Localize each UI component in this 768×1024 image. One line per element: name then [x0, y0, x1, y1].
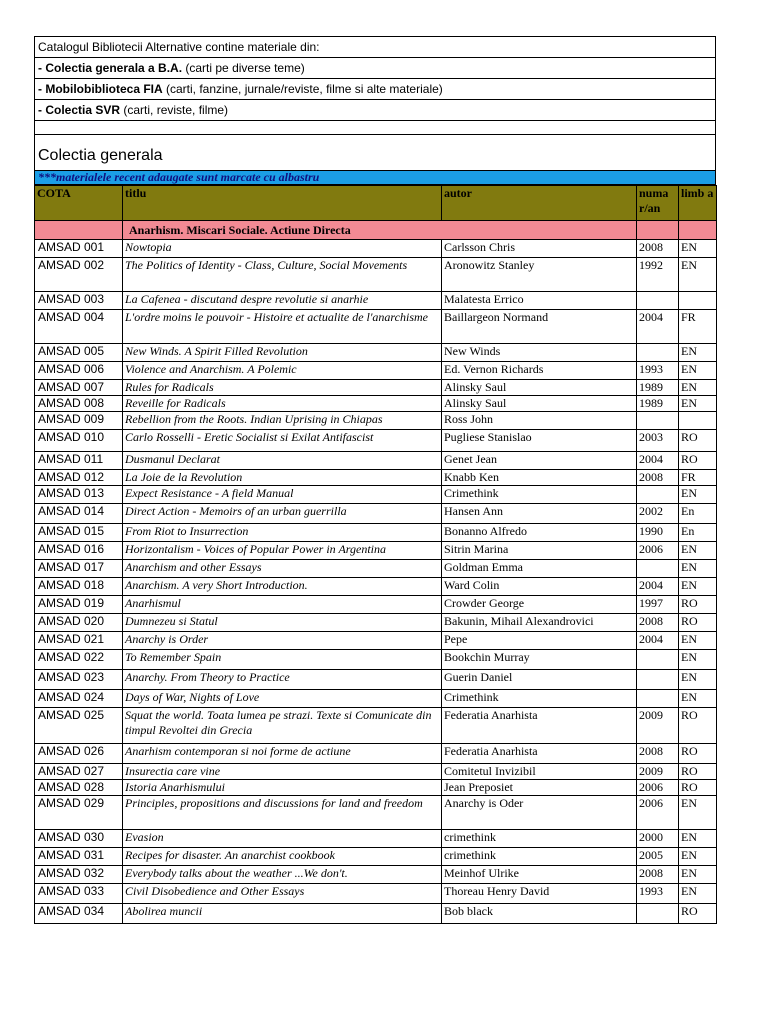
cell-limba: RO — [679, 780, 717, 796]
cell-limba — [679, 292, 717, 310]
cell-titlu: Dumnezeu si Statul — [123, 614, 442, 632]
cell-limba — [679, 412, 717, 430]
intro-heading: Catalogul Bibliotecii Alternative contine materiale din: — [35, 37, 716, 58]
cell-limba: EN — [679, 362, 717, 380]
cell-an — [637, 292, 679, 310]
cell-cota: AMSAD 025 — [35, 708, 123, 744]
cell-titlu: Anarchism. A very Short Introduction. — [123, 578, 442, 596]
table-row — [35, 690, 717, 708]
cell-cota: AMSAD 022 — [35, 650, 123, 670]
cell-an: 1990 — [637, 524, 679, 542]
table-row — [35, 470, 717, 486]
cell-an: 2006 — [637, 780, 679, 796]
cell-cota: AMSAD 001 — [35, 240, 123, 258]
cell-cota: AMSAD 010 — [35, 430, 123, 452]
cell-cota: AMSAD 008 — [35, 396, 123, 412]
table-row — [35, 578, 717, 596]
cell-limba: EN — [679, 542, 717, 560]
cell-titlu: Rebellion from the Roots. Indian Uprising in Chiapas — [123, 412, 442, 430]
table-row — [35, 764, 717, 780]
cell-autor: Alinsky Saul — [442, 380, 637, 396]
cell-autor: Crowder George — [442, 596, 637, 614]
cell-an — [637, 670, 679, 690]
cell-titlu: New Winds. A Spirit Filled Revolution — [123, 344, 442, 362]
cell-an: 2004 — [637, 310, 679, 344]
table-row — [35, 884, 717, 904]
collection-name: - Colectia SVR — [38, 103, 121, 117]
recent-items-note: ***materialele recent adaugate sunt marcate cu albastru — [34, 171, 716, 185]
cell-an — [637, 650, 679, 670]
cell-titlu: The Politics of Identity - Class, Culture, Social Movements — [123, 258, 442, 292]
cell-limba: EN — [679, 690, 717, 708]
cell-cota: AMSAD 015 — [35, 524, 123, 542]
collection-desc: (carti pe diverse teme) — [182, 61, 305, 75]
cell-limba: EN — [679, 796, 717, 830]
table-row — [35, 708, 717, 744]
cell-limba: RO — [679, 430, 717, 452]
cell-autor: Pugliese Stanislao — [442, 430, 637, 452]
cell-autor: Sitrin Marina — [442, 542, 637, 560]
cell-titlu: Violence and Anarchism. A Polemic — [123, 362, 442, 380]
cell-titlu: Horizontalism - Voices of Popular Power in Argentina — [123, 542, 442, 560]
cell-an: 1989 — [637, 396, 679, 412]
cell-titlu: Days of War, Nights of Love — [123, 690, 442, 708]
cell-cota: AMSAD 002 — [35, 258, 123, 292]
cell-cota: AMSAD 005 — [35, 344, 123, 362]
cell-titlu: Expect Resistance - A field Manual — [123, 486, 442, 504]
cell-autor: Jean Preposiet — [442, 780, 637, 796]
cell-limba: EN — [679, 830, 717, 848]
cell-limba: FR — [679, 310, 717, 344]
category-spacer — [35, 221, 123, 240]
cell-limba: RO — [679, 764, 717, 780]
cell-titlu: Abolirea muncii — [123, 904, 442, 924]
header-row — [35, 186, 717, 221]
cell-an: 2003 — [637, 430, 679, 452]
cell-limba: EN — [679, 258, 717, 292]
cell-cota: AMSAD 024 — [35, 690, 123, 708]
cell-titlu: To Remember Spain — [123, 650, 442, 670]
cell-autor: Carlsson Chris — [442, 240, 637, 258]
cell-an: 1997 — [637, 596, 679, 614]
cell-an — [637, 344, 679, 362]
cell-autor: New Winds — [442, 344, 637, 362]
cell-an: 2009 — [637, 764, 679, 780]
cell-an: 2004 — [637, 452, 679, 470]
cell-cota: AMSAD 033 — [35, 884, 123, 904]
cell-cota: AMSAD 006 — [35, 362, 123, 380]
cell-an: 2004 — [637, 632, 679, 650]
cell-autor: crimethink — [442, 830, 637, 848]
cell-autor: Federatia Anarhista — [442, 744, 637, 764]
cell-titlu: Everybody talks about the weather ...We don't. — [123, 866, 442, 884]
cell-cota: AMSAD 003 — [35, 292, 123, 310]
cell-cota: AMSAD 018 — [35, 578, 123, 596]
cell-limba: EN — [679, 380, 717, 396]
cell-titlu: Principles, propositions and discussions for land and freedom — [123, 796, 442, 830]
cell-an: 1993 — [637, 884, 679, 904]
cell-limba: EN — [679, 240, 717, 258]
cell-titlu: Evasion — [123, 830, 442, 848]
cell-autor: Alinsky Saul — [442, 396, 637, 412]
cell-autor: Bakunin, Mihail Alexandrovici — [442, 614, 637, 632]
cell-cota: AMSAD 004 — [35, 310, 123, 344]
cell-titlu: From Riot to Insurrection — [123, 524, 442, 542]
cell-an — [637, 904, 679, 924]
cell-autor: Hansen Ann — [442, 504, 637, 524]
cell-an: 2004 — [637, 578, 679, 596]
cell-cota: AMSAD 021 — [35, 632, 123, 650]
table-row — [35, 396, 717, 412]
table-row — [35, 744, 717, 764]
collection-desc: (carti, fanzine, jurnale/reviste, filme si alte materiale) — [162, 82, 443, 96]
table-row — [35, 362, 717, 380]
cell-autor: Malatesta Errico — [442, 292, 637, 310]
cell-limba: RO — [679, 596, 717, 614]
cell-limba: EN — [679, 632, 717, 650]
cell-autor: Pepe — [442, 632, 637, 650]
cell-titlu: Civil Disobedience and Other Essays — [123, 884, 442, 904]
table-row — [35, 780, 717, 796]
table-row — [35, 560, 717, 578]
cell-cota: AMSAD 017 — [35, 560, 123, 578]
category-spacer — [679, 221, 717, 240]
cell-autor: Goldman Emma — [442, 560, 637, 578]
table-row — [35, 430, 717, 452]
table-row — [35, 830, 717, 848]
cell-limba: RO — [679, 744, 717, 764]
cell-limba: RO — [679, 614, 717, 632]
cell-limba: EN — [679, 578, 717, 596]
collection-name: - Colectia generala a B.A. — [38, 61, 183, 75]
cell-autor: Meinhof Ulrike — [442, 866, 637, 884]
cell-limba: RO — [679, 452, 717, 470]
cell-cota: AMSAD 007 — [35, 380, 123, 396]
collection-name: - Mobilobiblioteca FIA — [38, 82, 163, 96]
cell-an: 2008 — [637, 470, 679, 486]
table-row — [35, 240, 717, 258]
cell-autor: Ed. Vernon Richards — [442, 362, 637, 380]
collection-desc: (carti, reviste, filme) — [120, 103, 229, 117]
table-row — [35, 796, 717, 830]
cell-autor: Anarchy is Oder — [442, 796, 637, 830]
table-row — [35, 614, 717, 632]
cell-titlu: Nowtopia — [123, 240, 442, 258]
header-autor: autor — [442, 186, 637, 221]
cell-an: 1992 — [637, 258, 679, 292]
section-title: Colectia generala — [35, 135, 716, 171]
cell-cota: AMSAD 020 — [35, 614, 123, 632]
header-cota: COTA — [35, 186, 123, 221]
cell-titlu: Carlo Rosselli - Eretic Socialist si Exilat Antifascist — [123, 430, 442, 452]
cell-limba: EN — [679, 884, 717, 904]
intro-table — [34, 36, 716, 171]
cell-an: 2008 — [637, 240, 679, 258]
cell-titlu: Reveille for Radicals — [123, 396, 442, 412]
cell-autor: crimethink — [442, 848, 637, 866]
cell-cota: AMSAD 009 — [35, 412, 123, 430]
cell-titlu: La Joie de la Revolution — [123, 470, 442, 486]
cell-limba: RO — [679, 904, 717, 924]
cell-autor: Knabb Ken — [442, 470, 637, 486]
header-titlu: titlu — [123, 186, 442, 221]
cell-cota: AMSAD 014 — [35, 504, 123, 524]
header-limba: limb a — [679, 186, 717, 221]
cell-an: 2006 — [637, 542, 679, 560]
cell-titlu: Anarchism and other Essays — [123, 560, 442, 578]
cell-cota: AMSAD 030 — [35, 830, 123, 848]
cell-cota: AMSAD 016 — [35, 542, 123, 560]
cell-cota: AMSAD 019 — [35, 596, 123, 614]
cell-autor: Bonanno Alfredo — [442, 524, 637, 542]
cell-limba: EN — [679, 848, 717, 866]
table-row — [35, 904, 717, 924]
cell-an — [637, 560, 679, 578]
table-row — [35, 344, 717, 362]
cell-cota: AMSAD 031 — [35, 848, 123, 866]
cell-titlu: Recipes for disaster. An anarchist cookbook — [123, 848, 442, 866]
cell-autor: Ward Colin — [442, 578, 637, 596]
cell-autor: Bob black — [442, 904, 637, 924]
cell-titlu: Dusmanul Declarat — [123, 452, 442, 470]
cell-cota: AMSAD 028 — [35, 780, 123, 796]
catalog-sheet — [34, 36, 718, 924]
cell-titlu: Anarhism contemporan si noi forme de actiune — [123, 744, 442, 764]
table-row — [35, 504, 717, 524]
table-row — [35, 310, 717, 344]
table-row — [35, 486, 717, 504]
cell-titlu: Istoria Anarhismului — [123, 780, 442, 796]
table-row — [35, 670, 717, 690]
cell-cota: AMSAD 012 — [35, 470, 123, 486]
category-label: Anarhism. Miscari Sociale. Actiune Directa — [123, 221, 637, 240]
cell-limba: En — [679, 524, 717, 542]
cell-autor: Baillargeon Normand — [442, 310, 637, 344]
cell-titlu: Anarchy. From Theory to Practice — [123, 670, 442, 690]
cell-limba: EN — [679, 486, 717, 504]
cell-limba: EN — [679, 650, 717, 670]
header-an: numa r/an — [637, 186, 679, 221]
catalog-table — [34, 185, 717, 924]
cell-autor: Genet Jean — [442, 452, 637, 470]
cell-an — [637, 412, 679, 430]
cell-autor: Thoreau Henry David — [442, 884, 637, 904]
cell-titlu: L'ordre moins le pouvoir - Histoire et actualite de l'anarchisme — [123, 310, 442, 344]
cell-limba: FR — [679, 470, 717, 486]
cell-autor: Bookchin Murray — [442, 650, 637, 670]
cell-an: 2009 — [637, 708, 679, 744]
cell-an: 2006 — [637, 796, 679, 830]
cell-cota: AMSAD 034 — [35, 904, 123, 924]
cell-an — [637, 690, 679, 708]
cell-titlu: La Cafenea - discutand despre revolutie si anarhie — [123, 292, 442, 310]
table-row — [35, 650, 717, 670]
cell-an: 1993 — [637, 362, 679, 380]
table-row — [35, 632, 717, 650]
cell-titlu: Direct Action - Memoirs of an urban guerrilla — [123, 504, 442, 524]
cell-cota: AMSAD 026 — [35, 744, 123, 764]
table-row — [35, 848, 717, 866]
cell-titlu: Insurectia care vine — [123, 764, 442, 780]
cell-limba: EN — [679, 344, 717, 362]
cell-autor: Ross John — [442, 412, 637, 430]
cell-limba: RO — [679, 708, 717, 744]
cell-cota: AMSAD 011 — [35, 452, 123, 470]
cell-titlu: Squat the world. Toata lumea pe strazi. Texte si Comunicate din timpul Revoltei din Grecia — [123, 708, 442, 744]
cell-autor: Aronowitz Stanley — [442, 258, 637, 292]
blank-row — [35, 121, 716, 135]
cell-an — [637, 486, 679, 504]
table-row — [35, 542, 717, 560]
cell-limba: EN — [679, 866, 717, 884]
cell-autor: Comitetul Invizibil — [442, 764, 637, 780]
cell-an: 2008 — [637, 866, 679, 884]
cell-cota: AMSAD 013 — [35, 486, 123, 504]
cell-an: 2002 — [637, 504, 679, 524]
table-row — [35, 380, 717, 396]
cell-cota: AMSAD 029 — [35, 796, 123, 830]
cell-limba: EN — [679, 396, 717, 412]
cell-limba: En — [679, 504, 717, 524]
cell-cota: AMSAD 032 — [35, 866, 123, 884]
table-row — [35, 292, 717, 310]
collection-general — [35, 58, 716, 79]
cell-titlu: Anarhismul — [123, 596, 442, 614]
cell-limba: EN — [679, 560, 717, 578]
cell-cota: AMSAD 023 — [35, 670, 123, 690]
cell-autor: Federatia Anarhista — [442, 708, 637, 744]
cell-cota: AMSAD 027 — [35, 764, 123, 780]
table-row — [35, 258, 717, 292]
table-row — [35, 596, 717, 614]
cell-an: 2008 — [637, 744, 679, 764]
cell-limba: EN — [679, 670, 717, 690]
cell-an: 2005 — [637, 848, 679, 866]
cell-titlu: Anarchy is Order — [123, 632, 442, 650]
table-row — [35, 524, 717, 542]
cell-autor: Crimethink — [442, 690, 637, 708]
table-row — [35, 412, 717, 430]
cell-autor: Crimethink — [442, 486, 637, 504]
cell-an: 1989 — [637, 380, 679, 396]
collection-fia — [35, 79, 716, 100]
table-row — [35, 866, 717, 884]
cell-an: 2000 — [637, 830, 679, 848]
collection-svr — [35, 100, 716, 121]
cell-titlu: Rules for Radicals — [123, 380, 442, 396]
table-row — [35, 452, 717, 470]
category-row — [35, 221, 717, 240]
cell-an: 2008 — [637, 614, 679, 632]
cell-autor: Guerin Daniel — [442, 670, 637, 690]
category-spacer — [637, 221, 679, 240]
